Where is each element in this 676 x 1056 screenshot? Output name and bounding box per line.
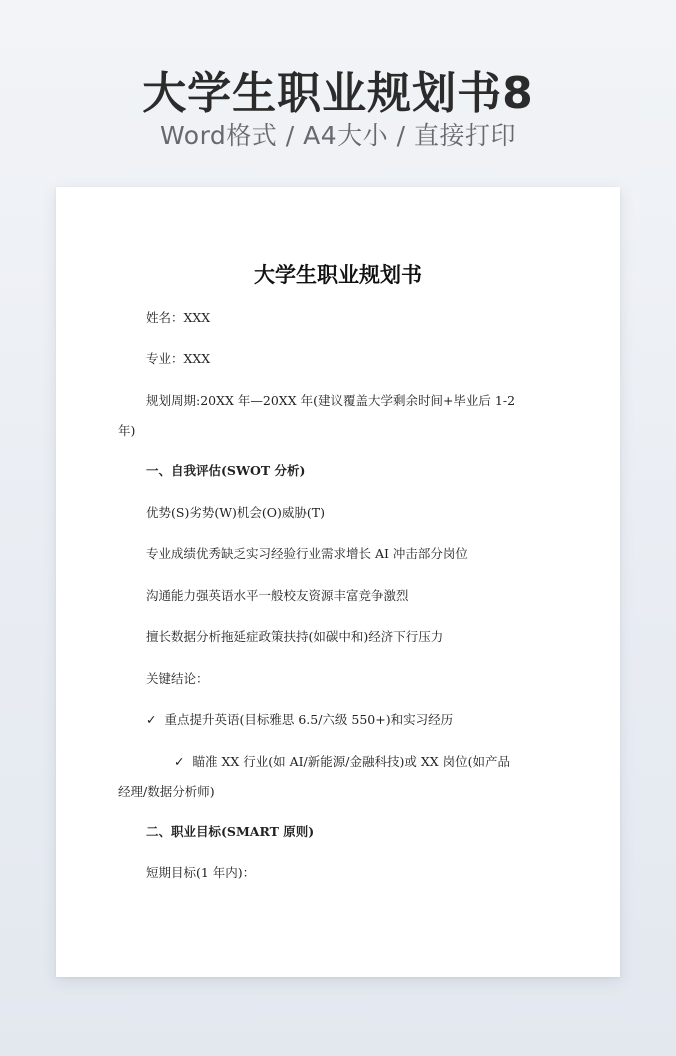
short-term-label: 短期目标(1 年内)： xyxy=(146,865,256,880)
major-line: 专业：XXX xyxy=(146,351,211,366)
section-1-heading: 一、自我评估(SWOT 分析) xyxy=(146,463,306,478)
document-title: 大学生职业规划书 xyxy=(254,262,422,287)
swot-header-line: 优势(S)劣势(W)机会(O)威胁(T) xyxy=(146,505,326,520)
conclusion-item-2-text: 瞄准 XX 行业(如 AI/新能源/金融科技)或 XX 岗位(如产品经理/数据分析师) xyxy=(118,754,510,799)
check-icon: ✓ xyxy=(146,712,157,727)
check-icon: ✓ xyxy=(174,754,185,769)
name-line: 姓名：XXX xyxy=(146,310,211,325)
banner-header xyxy=(0,0,676,180)
document-page xyxy=(56,187,620,977)
swot-row-3: 擅长数据分析拖延症政策扶持(如碳中和)经济下行压力 xyxy=(146,629,444,644)
banner-subtitle: Word格式 / A4大小 / 直接打印 xyxy=(160,121,516,150)
conclusion-item-1 xyxy=(146,705,546,735)
conclusion-item-2 xyxy=(118,747,518,807)
swot-row-2: 沟通能力强英语水平一般校友资源丰富竞争激烈 xyxy=(146,588,409,603)
conclusion-item-1-text: 重点提升英语(目标雅思 6.5/六级 550+)和实习经历 xyxy=(164,712,454,727)
section-2-heading: 二、职业目标(SMART 原则) xyxy=(146,824,315,839)
period-line: 规划周期:20XX 年—20XX 年(建议覆盖大学剩余时间+毕业后 1-2 年) xyxy=(118,393,516,438)
banner-title: 大学生职业规划书8 xyxy=(142,68,534,119)
swot-row-1: 专业成绩优秀缺乏实习经验行业需求增长 AI 冲击部分岗位 xyxy=(146,546,468,561)
conclusion-label: 关键结论： xyxy=(146,671,209,686)
